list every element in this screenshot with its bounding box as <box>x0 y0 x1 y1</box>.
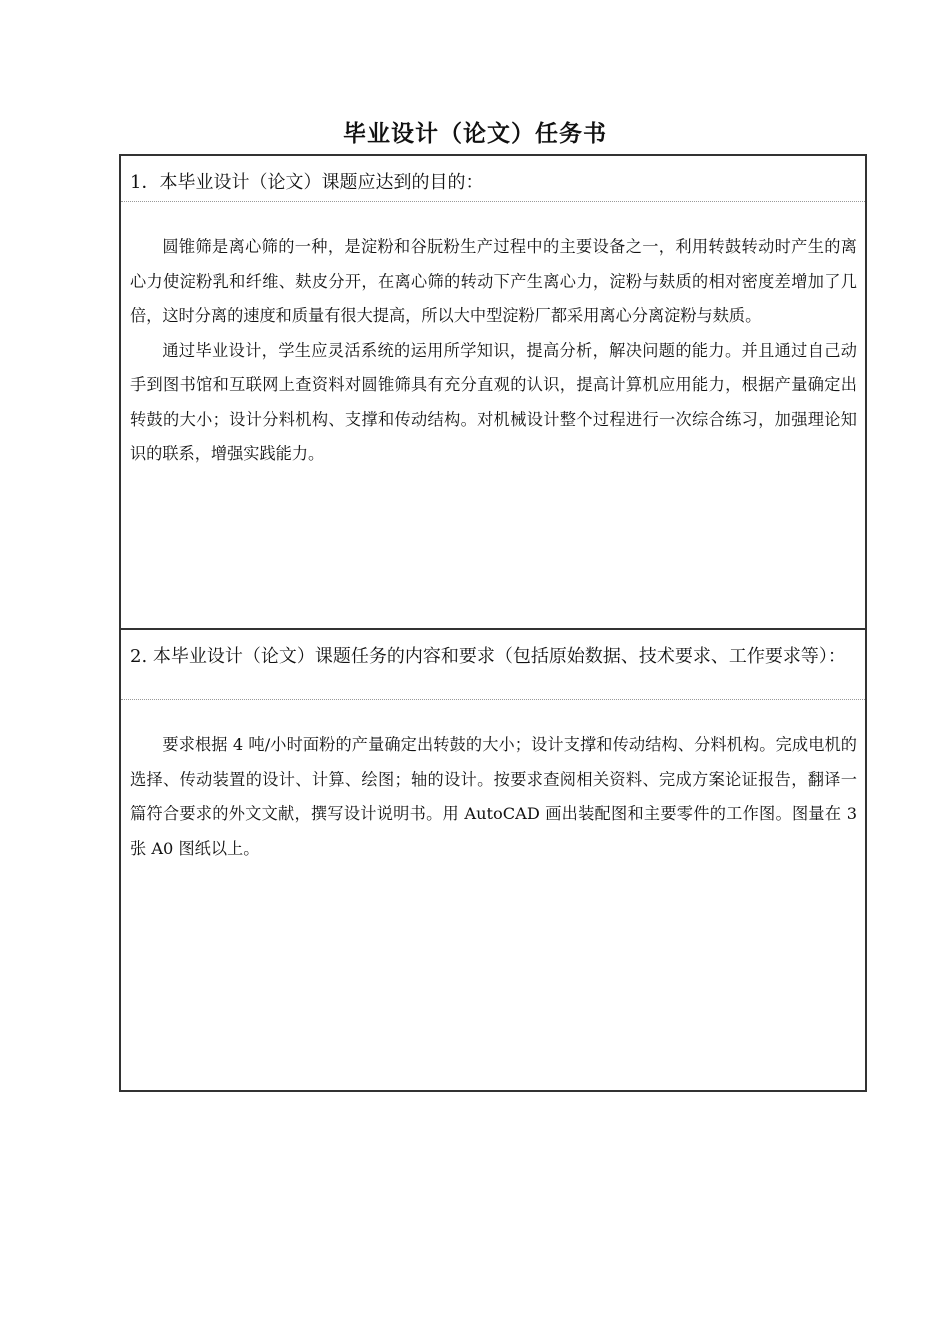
purpose-paragraph: 通过毕业设计，学生应灵活系统的运用所学知识，提高分析，解决问题的能力。并且通过自己动手到图书馆和互联网上查资料对圆锥筛具有充分直观的认识，提高计算机应用能力，根据产量确定出转鼓的大小；设计分料机构、支撑和传动结构。对机械设计整个过程进行一次综合练习，加强理论知识的联系，增强实践能力。 <box>130 340 857 463</box>
purpose-paragraph: 圆锥筛是离心筛的一种，是淀粉和谷朊粉生产过程中的主要设备之一，利用转鼓转动时产生的离心力使淀粉乳和纤维、麸皮分开，在离心筛的转动下产生离心力，淀粉与麸质的相对密度差增加了几倍，这时分离的速度和质量有很大提高，所以大中型淀粉厂都采用离心分离淀粉与麸质。 <box>130 237 857 325</box>
requirements-paragraph: 要求根据 4 吨/小时面粉的产量确定出转鼓的大小；设计支撑和传动结构、分料机构。完成电机的选择、传动装置的设计、计算、绘图；轴的设计。按要求查阅相关资料、完成方案论证报告，翻译一篇符合要求的外文文献，撰写设计说明书。用 AutoCAD 画出装配图和主要零件的工作图。图量在 3 张 A0 图纸以上。 <box>130 735 857 858</box>
section-requirements <box>121 630 865 1090</box>
section-purpose-heading: 1．本毕业设计（论文）课题应达到的目的： <box>121 168 865 202</box>
section-requirements-heading: 2. 本毕业设计（论文）课题任务的内容和要求（包括原始数据、技术要求、工作要求等）： <box>121 644 865 700</box>
document-title: 毕业设计（论文）任务书 <box>343 121 607 147</box>
section-purpose <box>121 156 865 630</box>
section-purpose-body <box>130 230 857 472</box>
task-table <box>119 154 867 1092</box>
section-requirements-body <box>130 728 857 866</box>
